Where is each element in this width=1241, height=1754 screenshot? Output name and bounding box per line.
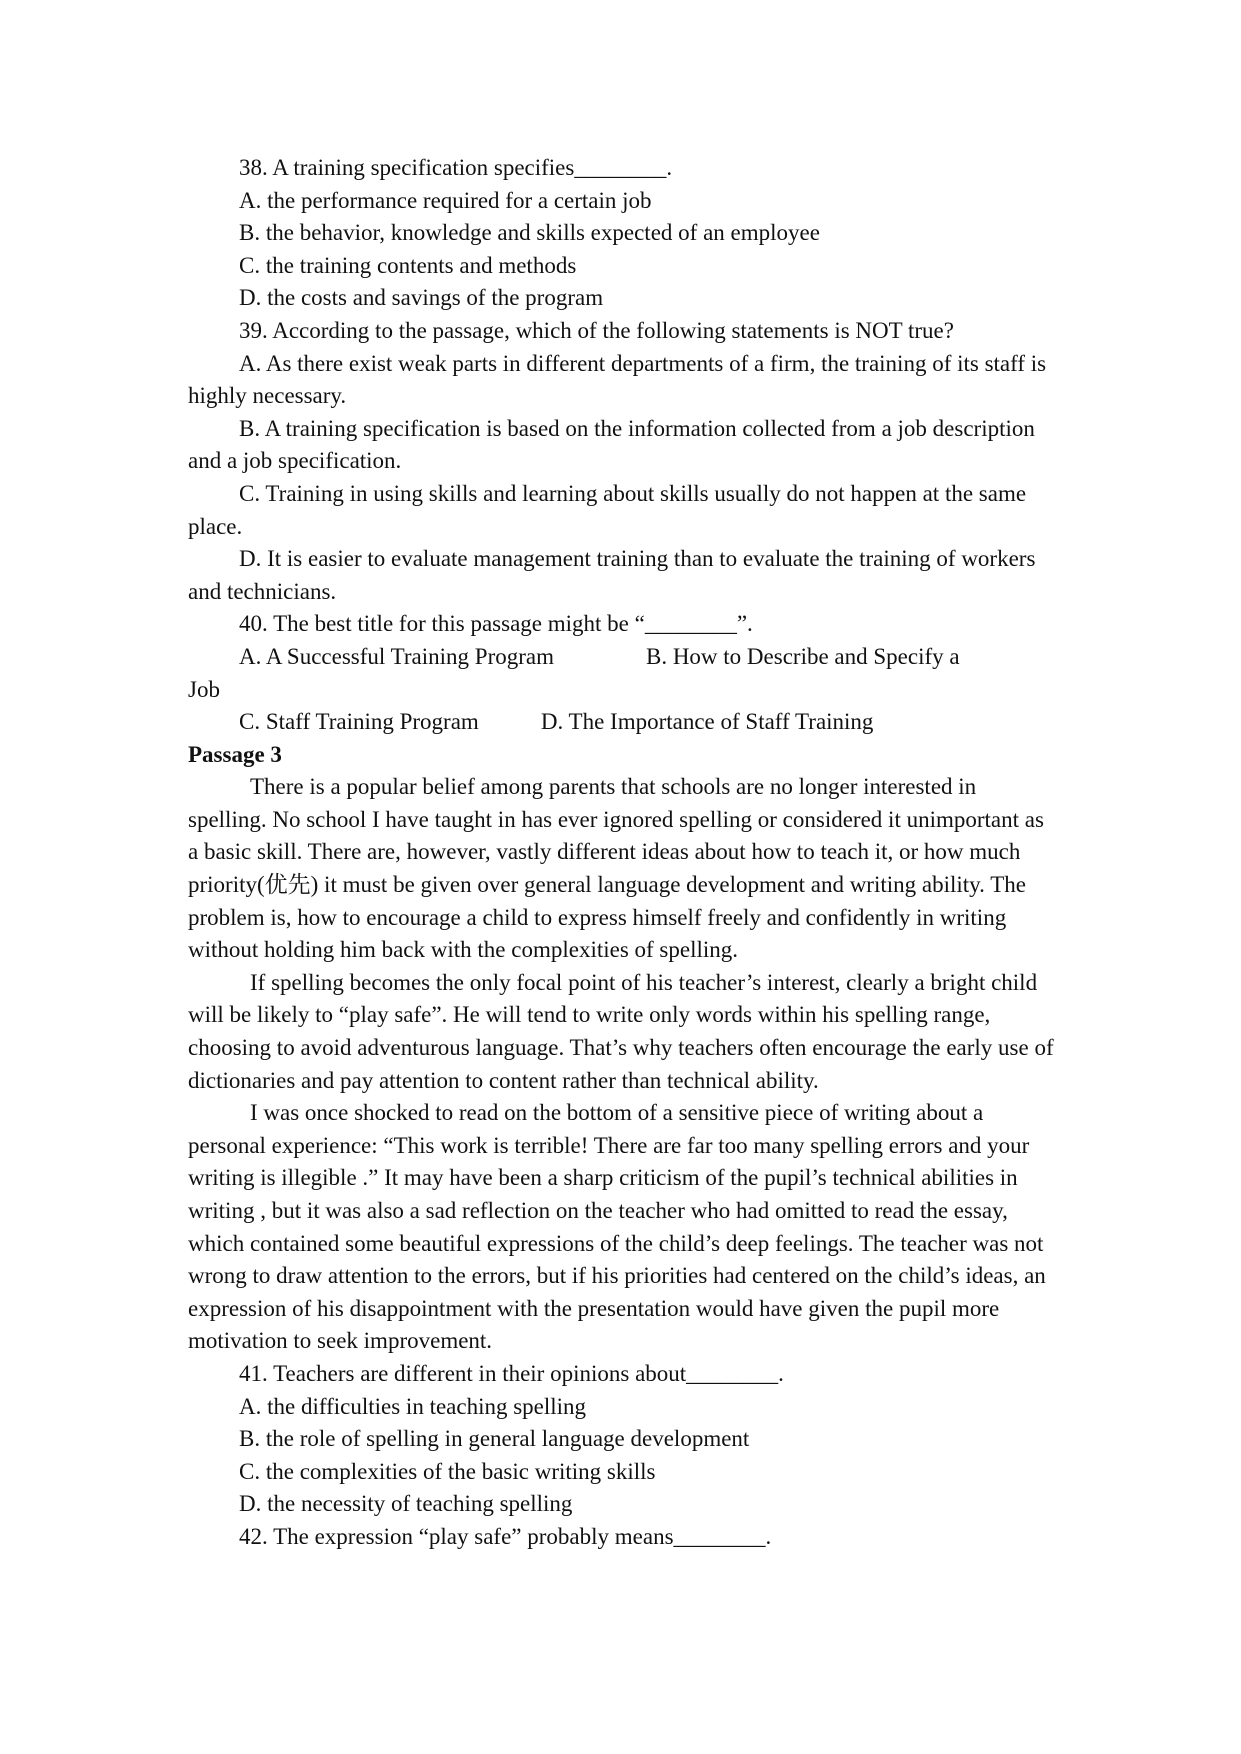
question-39-option-d: D. It is easier to evaluate management training than to evaluate the training of workers and technicians. [188, 546, 1036, 604]
question-38-stem: 38. A training specification specifies________. [239, 155, 673, 180]
question-40-option-d: D. The Importance of Staff Training [540, 709, 874, 735]
page-content [188, 152, 1058, 1554]
question-38-option-d: D. the costs and savings of the program [239, 285, 604, 311]
question-40-options-row-2 [188, 706, 1058, 739]
passage-3-paragraph-3: I was once shocked to read on the bottom of a sensitive piece of writing about a personal experience: “This work is terrible! There are far too many spelling errors and your writing is illegible .” It may have been a sharp criticism of the pupil’s technical abilities in writing , but it was also a sad reflection on the teacher who had omitted to read the essay, which contained some beautiful expressions of the child’s deep feelings. The teacher was not wrong to draw attention to the errors, but if his priorities had centered on the child’s ideas, an expression of his disappointment with the presentation would have given the pupil more motivation to seek improvement. [188, 1100, 1046, 1354]
question-39-option-a: A. As there exist weak parts in different departments of a firm, the training of its staff is highly necessary. [188, 350, 1047, 409]
question-41-option-b: B. the role of spelling in general language development [239, 1426, 750, 1452]
question-40-stem: 40. The best title for this passage might be “________”. [239, 611, 753, 637]
question-38-option-c: C. the training contents and methods [239, 252, 577, 278]
question-38-option-a: A. the performance required for a certain job [239, 187, 652, 213]
question-40-options-row-1 [188, 641, 1058, 674]
question-40-option-a: A. A Successful Training Program [239, 643, 554, 669]
question-40-option-b: B. How to Describe and Specify a [645, 643, 960, 669]
question-38-option-b: B. the behavior, knowledge and skills expected of an employee [239, 220, 820, 246]
passage-3-paragraph-2: If spelling becomes the only focal point of his teacher’s interest, clearly a bright child will be likely to “play safe”. He will tend to write only words within his spelling range, choosing to avoid adventurous language. That’s why teachers often encourage the early use of dictionaries and pay attention to content rather than technical ability. [188, 969, 1054, 1093]
question-39-option-b: B. A training specification is based on the information collected from a job description and a job specification. [188, 415, 1035, 474]
passage-3-heading: Passage 3 [188, 741, 282, 767]
question-40-option-c: C. Staff Training Program [239, 709, 479, 735]
question-40-option-b-continued: Job [188, 676, 220, 702]
question-42-stem: 42. The expression “play safe” probably means________. [239, 1523, 772, 1549]
passage-3-paragraph-1: There is a popular belief among parents that schools are no longer interested in spelling. No school I have taught in has ever ignored spelling or considered it unimportant as a basic skill. There are, however, vastly different ideas about how to teach it, or how much priority(优先) it must be given over general language development and writing ability. The problem is, how to encourage a child to express himself freely and confidently in writing without holding him back with the complexities of spelling. [188, 774, 1044, 963]
question-41-option-d: D. the necessity of teaching spelling [239, 1491, 573, 1517]
question-41-stem: 41. Teachers are different in their opinions about________. [239, 1360, 784, 1386]
question-41-option-c: C. the complexities of the basic writing skills [239, 1458, 656, 1484]
question-41-option-a: A. the difficulties in teaching spelling [239, 1393, 587, 1419]
question-39-stem: 39. According to the passage, which of the following statements is NOT true? [239, 317, 954, 343]
question-39-option-c: C. Training in using skills and learning about skills usually do not happen at the same place. [188, 480, 1027, 539]
